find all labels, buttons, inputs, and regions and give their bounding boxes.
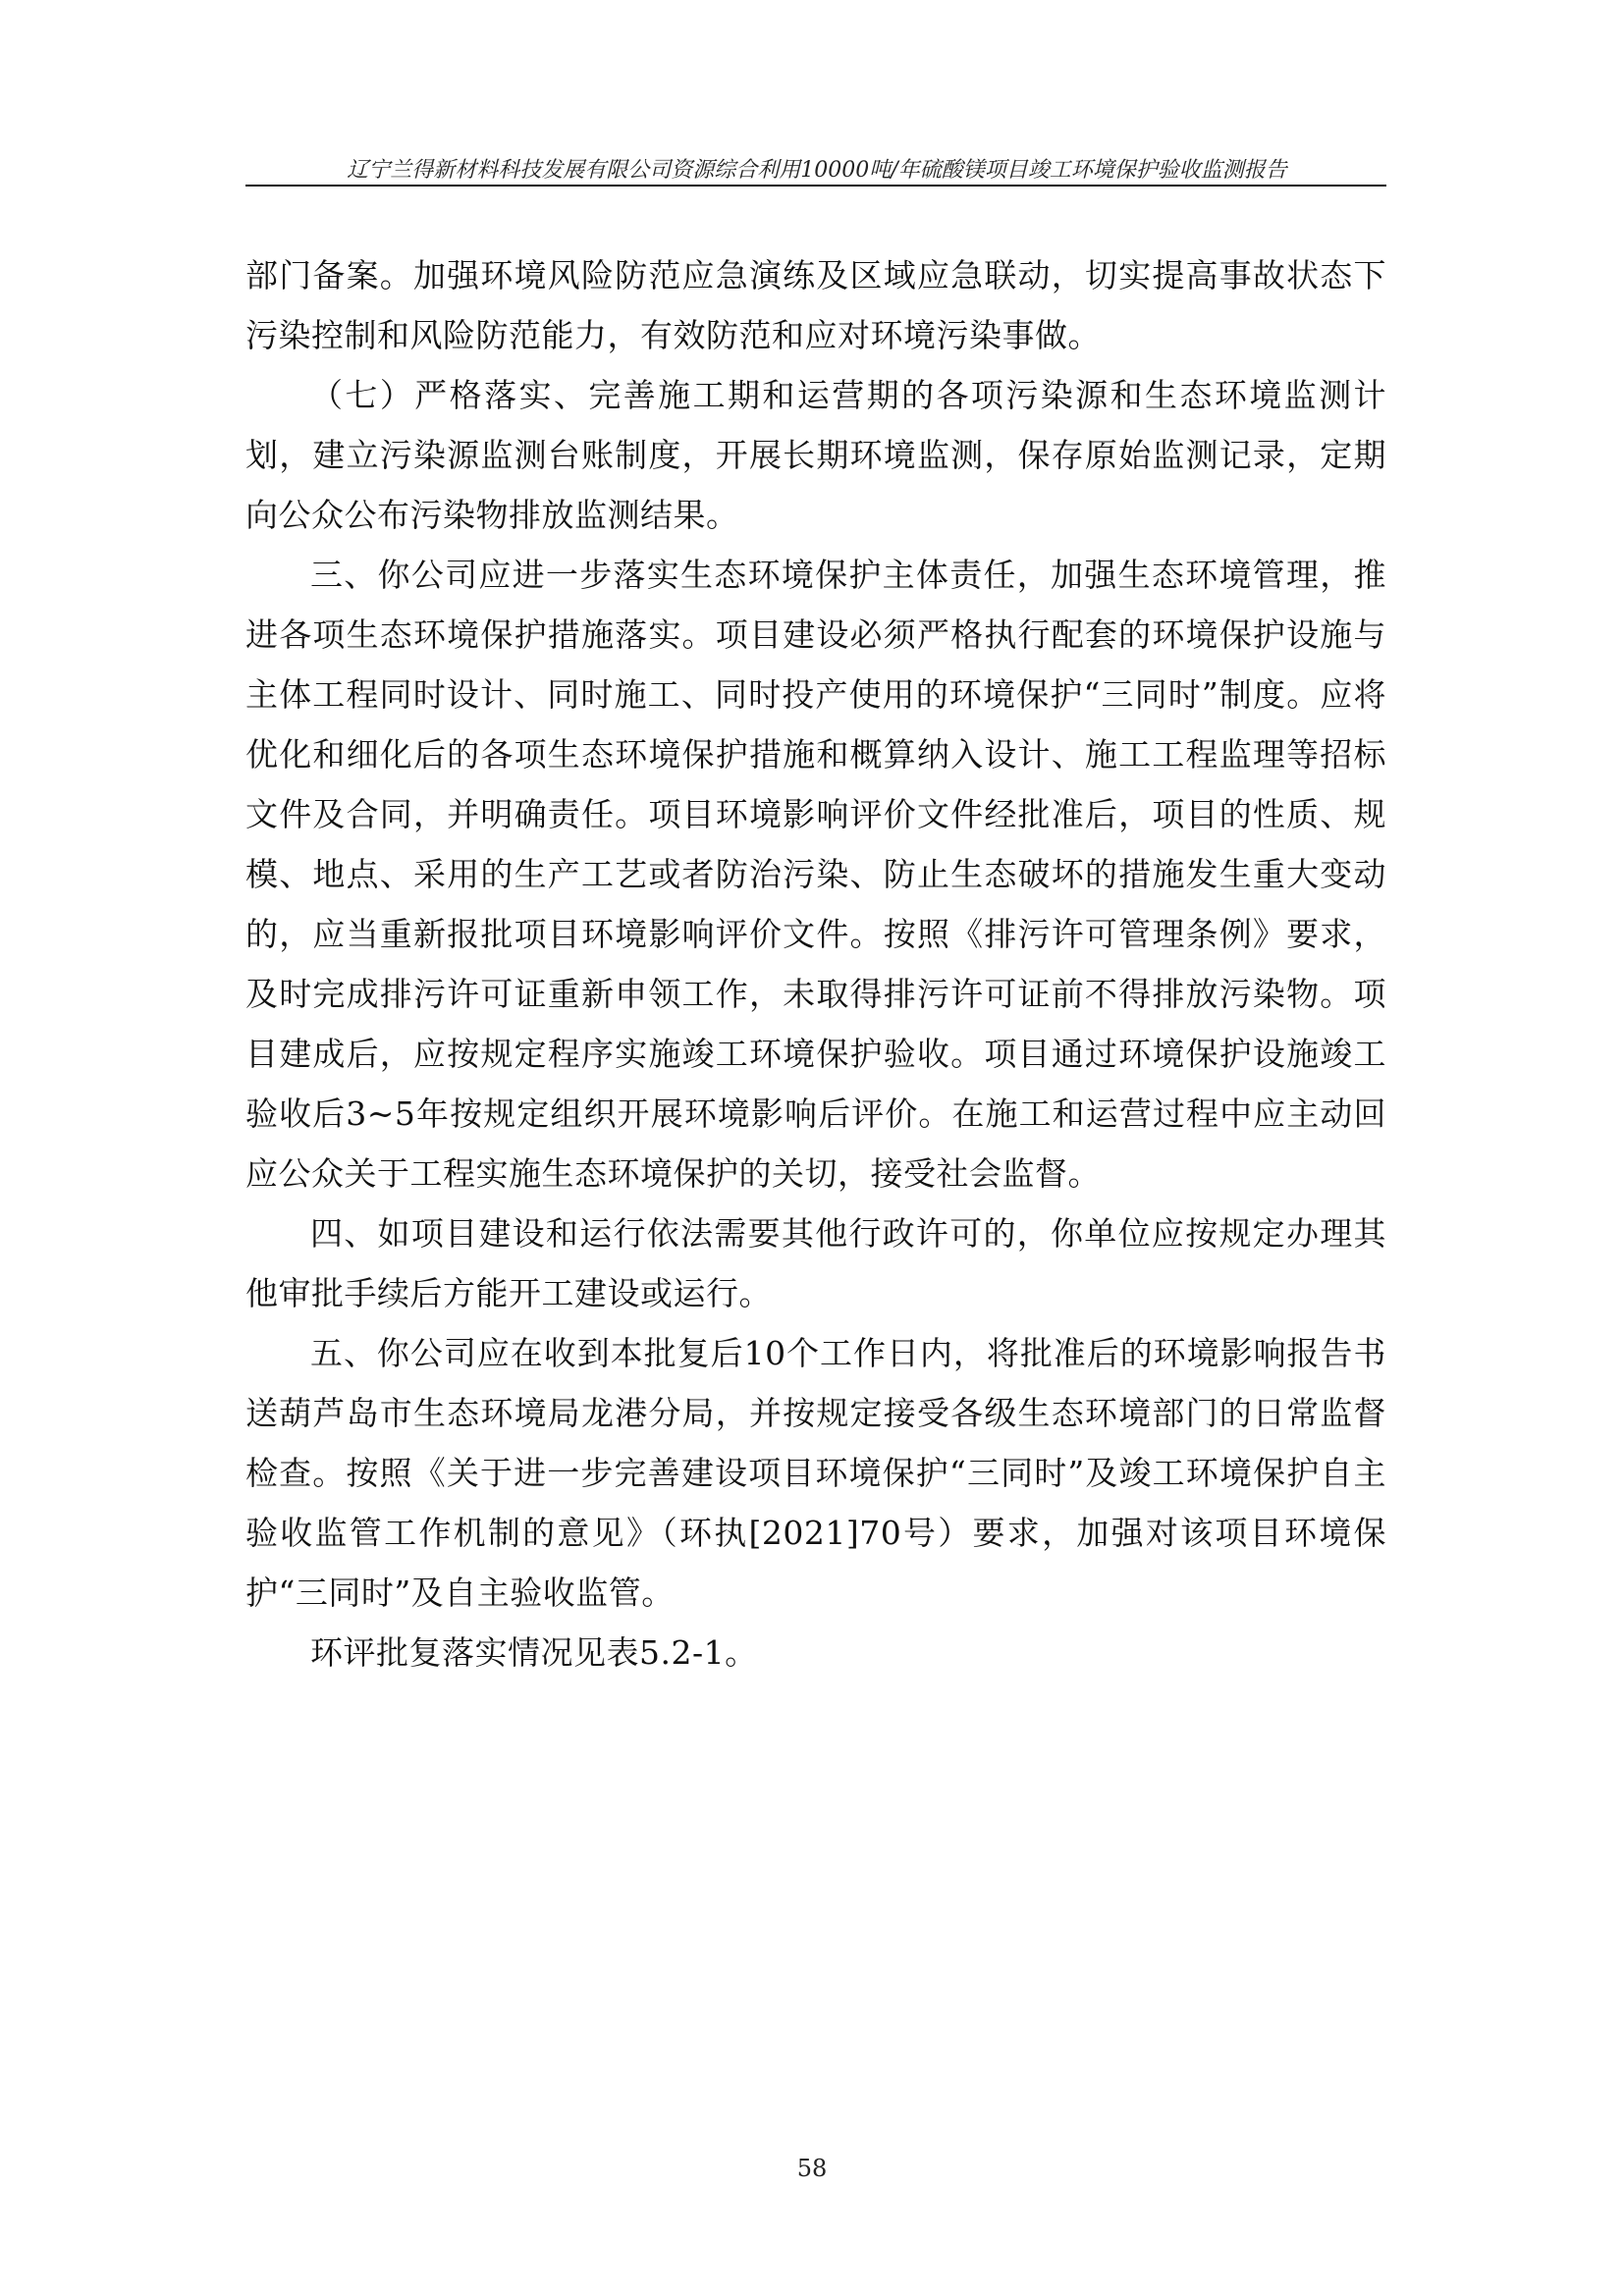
running-header: 辽宁兰得新材料科技发展有限公司资源综合利用10000吨/年硫酸镁项目竣工环境保护验收监测报告 <box>347 158 1287 183</box>
paragraph-item-seven: （七）严格落实、完善施工期和运营期的各项污染源和生态环境监测计划，建立污染源监测台账制度，开展长期环境监测，保存原始监测记录，定期向公众公布污染物排放监测结果。 <box>245 376 1386 534</box>
page-number: 58 <box>796 2155 828 2182</box>
paragraph-section-five: 五、你公司应在收到本批复后10个工作日内，将批准后的环境影响报告书送葫芦岛市生态环境局龙港分局，并按规定接受各级生态环境部门的日常监督检查。按照《关于进一步完善建设项目环境保护“三同时”及竣工环境保护自主验收监管工作机制的意见》（环执[2021]70号）要求，加强对该项目环境保护“三同时”及自主验收监管。 <box>245 1334 1386 1612</box>
document-body <box>245 245 1386 1682</box>
header-divider <box>245 185 1386 187</box>
paragraph-table-reference: 环评批复落实情况见表5.2-1。 <box>310 1633 758 1672</box>
paragraph-section-three: 三、你公司应进一步落实生态环境保护主体责任，加强生态环境管理，推进各项生态环境保护措施落实。项目建设必须严格执行配套的环境保护设施与主体工程同时设计、同时施工、同时投产使用的环境保护“三同时”制度。应将优化和细化后的各项生态环境保护措施和概算纳入设计、施工工程监理等招标文件及合同，并明确责任。项目环境影响评价文件经批准后，项目的性质、规模、地点、采用的生产工艺或者防治污染、防止生态破坏的措施发生重大变动的，应当重新报批项目环境影响评价文件。按照《排污许可管理条例》要求，及时完成排污许可证重新申领工作，未取得排污许可证前不得排放污染物。项目建成后，应按规定程序实施竣工环境保护验收。项目通过环境保护设施竣工验收后3~5年按规定组织开展环境影响后评价。在施工和运营过程中应主动回应公众关于工程实施生态环境保护的关切，接受社会监督。 <box>245 556 1386 1193</box>
paragraph-section-four: 四、如项目建设和运行依法需要其他行政许可的，你单位应按规定办理其他审批手续后方能开工建设或运行。 <box>245 1214 1386 1312</box>
paragraph-continuation: 部门备案。加强环境风险防范应急演练及区域应急联动，切实提高事故状态下污染控制和风险防范能力，有效防范和应对环境污染事做。 <box>245 256 1386 354</box>
